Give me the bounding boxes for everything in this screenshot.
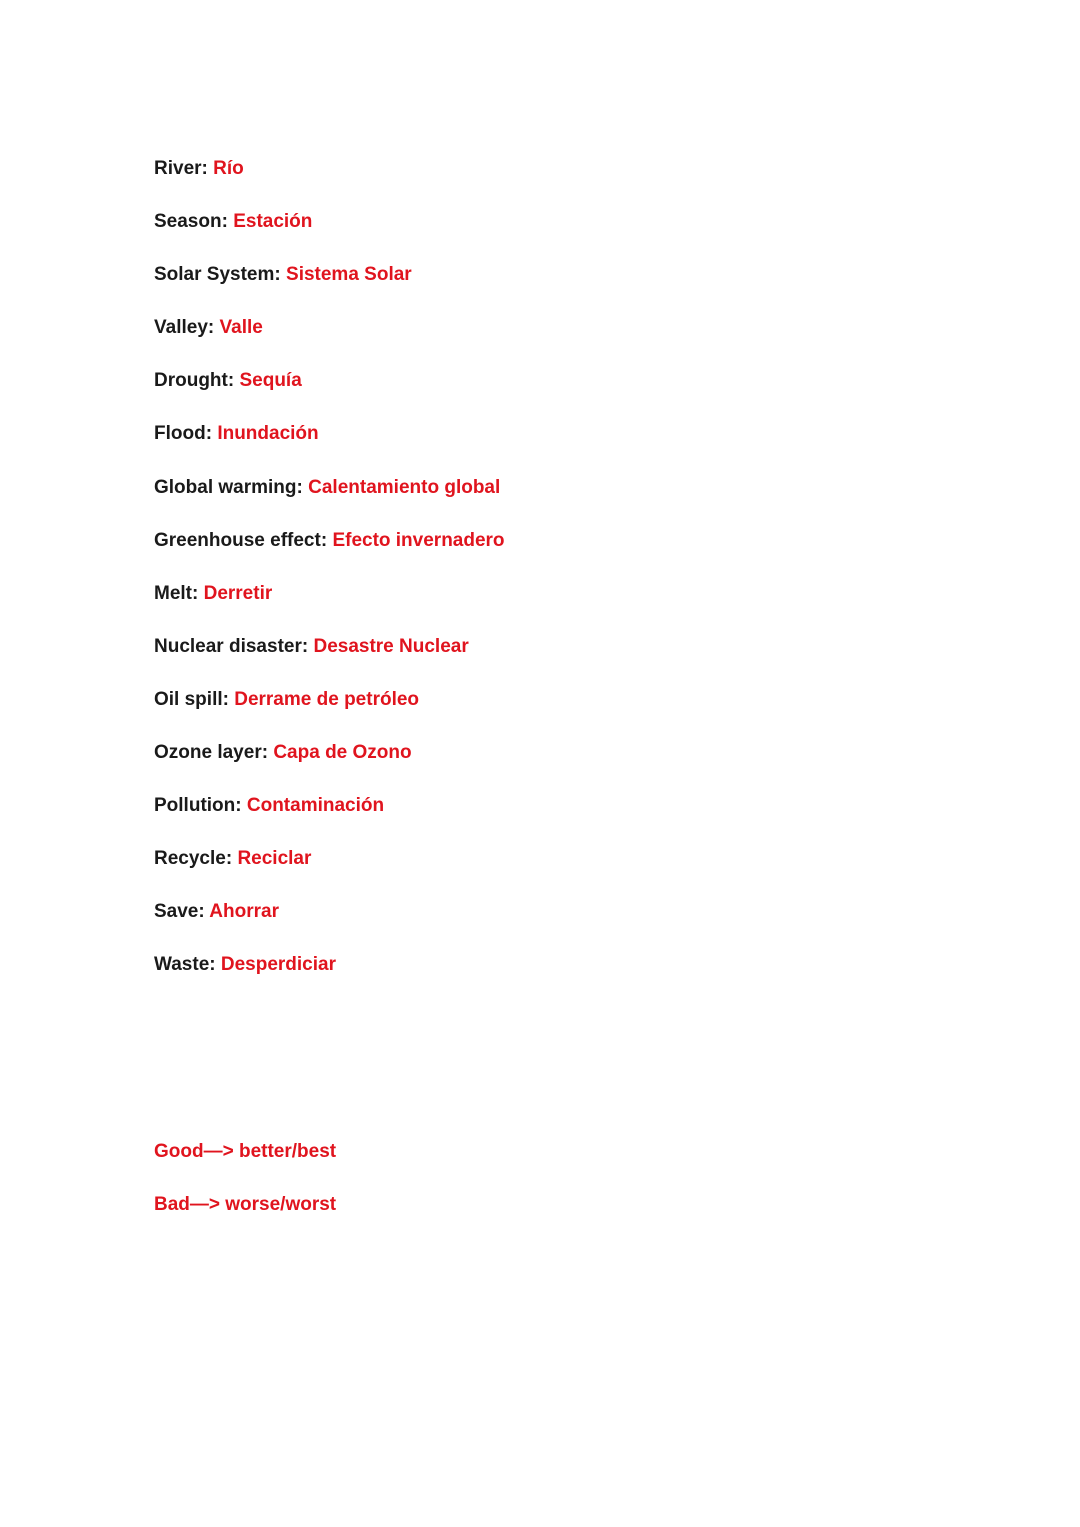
vocab-term: Pollution: <box>154 795 242 817</box>
vocab-term: Flood: <box>154 423 213 445</box>
vocab-term: Oil spill: <box>154 688 229 710</box>
vocab-term: Valley: <box>154 317 215 339</box>
vocab-item <box>154 366 505 419</box>
vocab-term: Melt: <box>154 582 199 604</box>
vocab-translation: Calentamiento global <box>308 476 501 498</box>
vocab-item <box>154 473 505 526</box>
vocab-item <box>154 844 505 897</box>
vocab-translation: Derrame de petróleo <box>234 688 420 710</box>
vocab-term: Nuclear disaster: <box>154 635 309 657</box>
vocab-term: Global warming: <box>154 476 303 498</box>
vocab-translation: Desperdiciar <box>220 954 336 976</box>
vocab-translation: Valle <box>219 317 263 339</box>
vocab-term: Save: <box>154 901 205 923</box>
vocab-translation: Sistema Solar <box>286 264 412 286</box>
vocab-translation: Inundación <box>217 423 319 445</box>
vocab-term: Solar System: <box>154 264 281 286</box>
vocab-translation: Estación <box>233 211 313 233</box>
vocab-term: Drought: <box>154 370 235 392</box>
comparatives-list <box>154 1137 336 1243</box>
vocab-item <box>154 950 505 1003</box>
vocab-term: Recycle: <box>154 848 233 870</box>
vocab-item <box>154 207 505 260</box>
vocab-item <box>154 738 505 791</box>
vocab-translation: Desastre Nuclear <box>313 635 469 657</box>
vocab-translation: Sequía <box>239 370 302 392</box>
vocab-term: River: <box>154 158 208 179</box>
vocab-translation: Capa de Ozono <box>273 742 412 764</box>
vocabulary-list <box>154 154 505 1004</box>
vocab-item <box>154 260 505 313</box>
vocab-term: Ozone layer: <box>154 742 269 764</box>
vocab-item <box>154 685 505 738</box>
comparative-bad: Bad—> worse/worst <box>154 1194 337 1216</box>
vocab-translation: Ahorrar <box>209 901 279 923</box>
vocab-item <box>154 526 505 579</box>
vocab-translation: Contaminación <box>246 795 385 817</box>
vocab-translation: Derretir <box>203 582 273 604</box>
vocab-term: Waste: <box>154 954 216 976</box>
comparative-good: Good—> better/best <box>154 1141 337 1162</box>
vocab-translation: Reciclar <box>237 848 312 870</box>
vocab-item <box>154 313 505 366</box>
vocab-item <box>154 632 505 685</box>
vocab-item <box>154 419 505 472</box>
vocab-item <box>154 897 505 950</box>
vocab-term: Season: <box>154 211 228 233</box>
vocab-item <box>154 791 505 844</box>
vocab-term: Greenhouse effect: <box>154 529 328 551</box>
vocab-item <box>154 154 505 207</box>
vocab-item <box>154 579 505 632</box>
vocab-translation: Efecto invernadero <box>332 529 505 551</box>
vocab-translation: Río <box>213 158 244 179</box>
